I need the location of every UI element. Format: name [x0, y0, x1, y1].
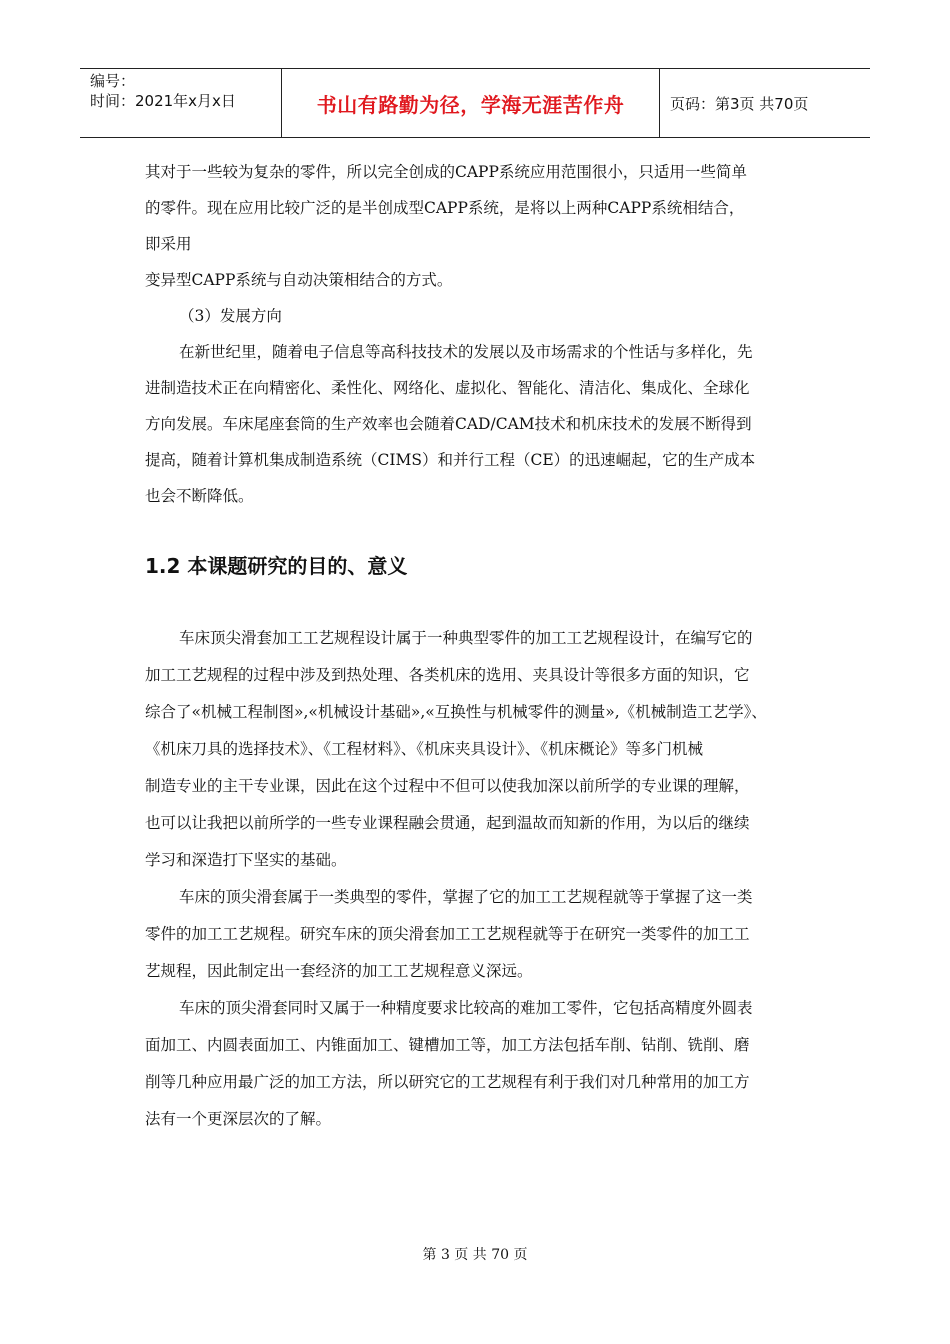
number-label: 编号： [90, 72, 136, 90]
page-header [80, 68, 870, 138]
paragraph-line: 《机床刀具的选择技术》、《工程材料》、《机床夹具设计》、《机床概论》等多门机械 [145, 740, 704, 758]
motto-text: 书山有路勤为径，学海无涯苦作舟 [316, 92, 625, 117]
paragraph-line: 也会不断降低。 [145, 487, 254, 505]
paragraph-line: 进制造技术正在向精密化、柔性化、网络化、虚拟化、智能化、清洁化、集成化、全球化 [145, 379, 750, 397]
paragraph-line: 削等几种应用最广泛的加工方法，所以研究它的工艺规程有利于我们对几种常用的加工方 [145, 1073, 750, 1091]
paragraph-line: 提高，随着计算机集成制造系统（CIMS）和并行工程（CE）的迅速崛起，它的生产成本 [145, 451, 756, 469]
paragraph-line: 在新世纪里，随着电子信息等高科技技术的发展以及市场需求的个性话与多样化，先 [179, 343, 753, 361]
paragraph-line: 综合了«机械工程制图»,«机械设计基础»,«互换性与机械零件的测量»,《机械制造工艺学》、 [145, 703, 767, 721]
paragraph-line: 方向发展。车床尾座套筒的生产效率也会随着CAD/CAM技术和机床技术的发展不断得到 [145, 415, 752, 433]
paragraph-line: 车床的顶尖滑套同时又属于一种精度要求比较高的难加工零件，它包括高精度外圆表 [179, 999, 753, 1017]
page-footer: 第 3 页 共 70 页 [422, 1247, 528, 1263]
paragraph-line: 其对于一些较为复杂的零件，所以完全创成的CAPP系统应用范围很小，只适用一些简单 [145, 163, 747, 181]
paragraph-line: 的零件。现在应用比较广泛的是半创成型CAPP系统，是将以上两种CAPP系统相结合， [145, 199, 745, 217]
paragraph-line: 艺规程，因此制定出一套经济的加工工艺规程意义深远。 [145, 962, 533, 980]
section-title: 1.2 本课题研究的目的、意义 [145, 554, 408, 578]
paragraph-line: 即采用 [145, 235, 192, 253]
paragraph-line: 法有一个更深层次的了解。 [145, 1110, 332, 1128]
body-top [145, 154, 810, 514]
paragraph-line: 零件的加工工艺规程。研究车床的顶尖滑套加工工艺规程就等于在研究一类零件的加工工 [145, 925, 750, 943]
subheading: （3）发展方向 [179, 307, 282, 325]
body-bottom [145, 620, 810, 1138]
paragraph-line: 学习和深造打下坚实的基础。 [145, 851, 347, 869]
header-meta-cell [80, 69, 282, 137]
page-info: 页码：第3页 共70页 [670, 94, 809, 113]
paragraph-line: 车床的顶尖滑套属于一类典型的零件，掌握了它的加工工艺规程就等于掌握了这一类 [179, 888, 753, 906]
paragraph-line: 变异型CAPP系统与自动决策相结合的方式。 [145, 271, 453, 289]
paragraph-line: 也可以让我把以前所学的一些专业课程融会贯通，起到温故而知新的作用，为以后的继续 [145, 814, 750, 832]
header-page-cell [660, 69, 870, 137]
paragraph-line: 加工工艺规程的过程中涉及到热处理、各类机床的选用、夹具设计等很多方面的知识，它 [145, 666, 750, 684]
paragraph-line: 面加工、内圆表面加工、内锥面加工、键槽加工等，加工方法包括车削、钻削、铣削、磨 [145, 1036, 750, 1054]
header-motto-cell [282, 69, 660, 137]
paragraph-line: 车床顶尖滑套加工工艺规程设计属于一种典型零件的加工工艺规程设计，在编写它的 [179, 629, 753, 647]
time-label: 时间：2021年x月x日 [90, 92, 236, 110]
paragraph-line: 制造专业的主干专业课，因此在这个过程中不但可以使我加深以前所学的专业课的理解， [145, 777, 750, 795]
